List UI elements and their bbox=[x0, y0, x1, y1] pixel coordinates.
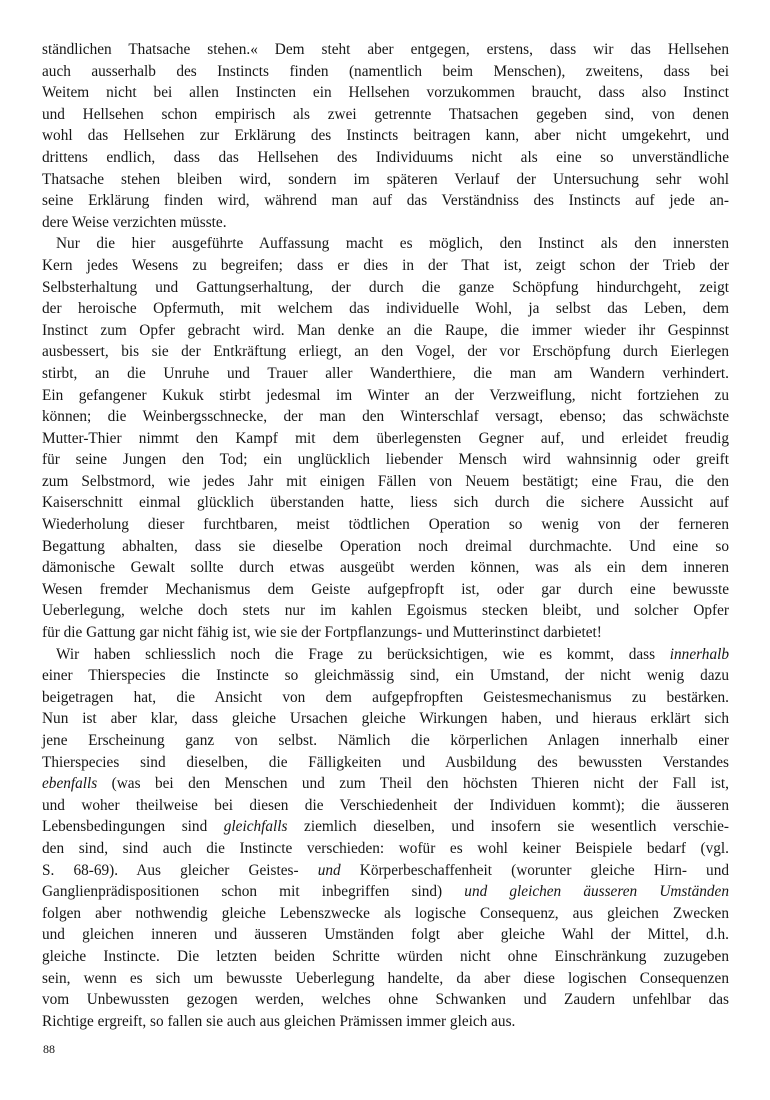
text-line bbox=[42, 212, 729, 234]
text-line bbox=[42, 104, 729, 126]
text-line bbox=[42, 968, 729, 990]
paragraph bbox=[42, 644, 729, 1033]
text-run: für seine Jungen den Tod; ein unglücklich liebender Mensch wird wahnsinnig oder greift bbox=[42, 451, 729, 469]
text-run: jene Erscheinung ganz von selbst. Nämlich die körperlichen Anlagen innerhalb einer bbox=[42, 732, 729, 749]
text-line bbox=[42, 125, 729, 147]
text-run: einer Thierspecies die Instincte so gleichmässig sind, ein Umstand, der nicht wenig dazu bbox=[42, 667, 729, 685]
text-line bbox=[42, 169, 729, 191]
text-run: Ganglienprädispositionen schon mit inbegriffen sind) bbox=[42, 883, 465, 901]
text-line bbox=[42, 406, 729, 428]
text-run: (was bei den Menschen und zum Theil den höchsten Thieren nicht der Fall ist, bbox=[97, 775, 729, 793]
text-run: beigetragen hat, die Ansicht von dem aufgepfropften Geistesmechanismus zu bestärken. bbox=[42, 688, 729, 706]
text-line bbox=[42, 233, 729, 255]
text-line bbox=[42, 600, 729, 622]
text-run: der heroische Opfermuth, mit welchem das individuelle Wohl, ja selbst das Leben, dem bbox=[42, 300, 729, 318]
text-run: Ein gefangener Kukuk stirbt jedesmal im Winter an der Verzweiflung, nicht fortziehen zu bbox=[42, 386, 729, 404]
text-line bbox=[42, 773, 729, 795]
text-line bbox=[42, 1011, 729, 1033]
text-line bbox=[42, 298, 729, 320]
text-run: für die Gattung gar nicht fähig ist, wie sie der Fortpflanzungs- und Mutterinstinct darbietet! bbox=[42, 624, 602, 642]
text-line bbox=[42, 82, 729, 104]
text-line bbox=[42, 428, 729, 450]
text-run: Körperbeschaffenheit (worunter gleiche Hirn- und bbox=[340, 861, 730, 879]
text-run: drittens endlich, dass das Hellsehen des Individuums nicht als eine so unverständliche bbox=[42, 148, 729, 166]
text-run: Ueberlegung, welche doch stets nur im kahlen Egoismus stecken bleibt, und solcher Opfer bbox=[42, 602, 729, 620]
text-run: gleichfalls bbox=[223, 818, 288, 836]
text-line bbox=[42, 881, 729, 903]
text-line bbox=[42, 514, 729, 536]
text-line bbox=[42, 708, 729, 730]
text-run: den sind, sind auch die Instincte verschieden: wofür es wohl keiner Beispiele bedarf (vgl. bbox=[42, 839, 729, 857]
text-line bbox=[42, 622, 729, 644]
text-run: Wesen fremder Mechanismus dem Geiste aufgepfropft ist, oder gar durch eine bewusste bbox=[42, 580, 729, 598]
text-run: Selbsterhaltung und Gattungserhaltung, der durch die ganze Schöpfung hindurchgeht, zeigt bbox=[42, 278, 729, 296]
text-line bbox=[42, 924, 729, 946]
text-line bbox=[42, 579, 729, 601]
text-line bbox=[42, 752, 729, 774]
text-run: Instinct zum Opfer gebracht wird. Man denke an die Raupe, die immer wieder ihr Gespinnst bbox=[42, 321, 729, 339]
text-line bbox=[42, 492, 729, 514]
text-line bbox=[42, 341, 729, 363]
text-run: seine Erklärung finden wird, während man auf das Verständniss des Instincts auf jede an- bbox=[42, 192, 729, 210]
text-line bbox=[42, 147, 729, 169]
text-run: Wir haben schliesslich noch die Frage zu berücksichtigen, wie es kommt, dass bbox=[56, 645, 670, 663]
text-line bbox=[42, 557, 729, 579]
text-line bbox=[42, 795, 729, 817]
paragraph bbox=[42, 233, 729, 643]
text-run: ziemlich dieselben, und insofern sie wesentlich verschie- bbox=[287, 818, 730, 836]
text-run: Richtige ergreift, so fallen sie auch aus gleichen Prämissen immer gleich aus. bbox=[42, 1012, 516, 1030]
text-line bbox=[42, 449, 729, 471]
text-run: zum Selbstmord, wie jedes Jahr mit einigen Fällen von Neuem bestätigt; eine Frau, die den bbox=[42, 472, 729, 490]
text-block bbox=[42, 39, 729, 1032]
text-run: ebenfalls bbox=[42, 775, 98, 793]
text-line bbox=[42, 903, 729, 925]
text-run: vom Unbewussten gezogen werden, welches ohne Schwanken und Zaudern unfehlbar das bbox=[42, 991, 729, 1009]
text-line bbox=[42, 320, 729, 342]
text-run: und bbox=[317, 861, 341, 879]
text-run: auch ausserhalb des Instincts finden (namentlich beim Menschen), zweitens, dass bei bbox=[42, 62, 729, 80]
text-run: und gleichen äusseren Umständen bbox=[464, 883, 729, 901]
text-run: dämonische Gewalt sollte durch etwas ausgeübt werden können, was als ein dem inneren bbox=[42, 559, 729, 577]
text-run: Weitem nicht bei allen Instincten ein Hellsehen vorzukommen braucht, dass also Instinct bbox=[42, 84, 729, 102]
text-line bbox=[42, 946, 729, 968]
text-run: dere Weise verzichten müsste. bbox=[42, 213, 227, 231]
text-run: gleiche Instincte. Die letzten beiden Schritte würden nicht ohne Einschränkung zuzugeben bbox=[42, 947, 729, 965]
text-run: wohl das Hellsehen zur Erklärung des Instincts beitragen kann, aber nicht umgekehrt, und bbox=[42, 127, 729, 145]
text-line bbox=[42, 471, 729, 493]
text-line bbox=[42, 860, 729, 882]
text-run: Nun ist aber klar, dass gleiche Ursachen gleiche Wirkungen haben, und hieraus erklärt sich bbox=[42, 710, 729, 728]
page-number: 88 bbox=[43, 1042, 55, 1056]
text-run: ausbessert, bis sie der Entkräftung erliegt, an den Vogel, der vor Erschöpfung durch Eierlegen bbox=[42, 343, 729, 361]
text-run: Nur die hier ausgeführte Auffassung macht es möglich, den Instinct als den innersten bbox=[56, 235, 729, 253]
text-line bbox=[42, 61, 729, 83]
text-line bbox=[42, 39, 729, 61]
text-line bbox=[42, 255, 729, 277]
text-line bbox=[42, 816, 729, 838]
text-run: sein, wenn es sich um bewusste Ueberlegung handelte, da aber diese logischen Consequenzen bbox=[42, 969, 729, 987]
text-line bbox=[42, 277, 729, 299]
text-line bbox=[42, 687, 729, 709]
text-line bbox=[42, 989, 729, 1011]
text-run: und gleichen inneren und äusseren Umständen folgt aber gleiche Wahl der Mittel, d.h. bbox=[42, 926, 729, 944]
text-line bbox=[42, 536, 729, 558]
text-run: Lebensbedingungen sind bbox=[42, 818, 224, 836]
text-line bbox=[42, 385, 729, 407]
text-line bbox=[42, 665, 729, 687]
text-run: stirbt, an die Unruhe und Trauer aller Wanderthiere, die man am Wandern verhindert. bbox=[42, 364, 729, 382]
text-run: Thatsache stehen bleiben wird, sondern im späteren Verlauf der Untersuchung sehr wohl bbox=[42, 170, 729, 188]
text-run: S. 68-69). Aus gleicher Geistes- bbox=[42, 861, 318, 879]
text-line bbox=[42, 838, 729, 860]
text-run: folgen aber nothwendig gleiche Lebenszwecke als logische Consequenz, aus gleichen Zwecken bbox=[42, 904, 729, 922]
text-line bbox=[42, 644, 729, 666]
text-run: und Hellsehen schon empirisch als zwei getrennte Thatsachen gegeben sind, von denen bbox=[42, 105, 729, 123]
text-line bbox=[42, 730, 729, 752]
text-line bbox=[42, 190, 729, 212]
text-run: Kaiserschnitt einmal glücklich überstanden hatte, liess sich durch die sichere Aussicht auf bbox=[42, 494, 729, 512]
text-run: innerhalb bbox=[669, 645, 729, 663]
paragraph bbox=[42, 39, 729, 233]
text-line bbox=[42, 363, 729, 385]
text-run: Wiederholung dieser furchtbaren, meist tödtlichen Operation so wenig von der ferneren bbox=[42, 516, 729, 534]
text-run: und woher theilweise bei diesen die Verschiedenheit der Individuen kommt); die äusseren bbox=[42, 796, 729, 814]
text-run: Thierspecies sind dieselben, die Fälligkeiten und Ausbildung des bewussten Verstandes bbox=[42, 753, 729, 771]
text-run: Kern jedes Wesens zu begreifen; dass er dies in der That ist, zeigt schon der Trieb der bbox=[42, 256, 729, 274]
text-run: ständlichen Thatsache stehen.« Dem steht aber entgegen, erstens, dass wir das Hellsehen bbox=[42, 41, 729, 58]
text-run: Mutter-Thier nimmt den Kampf mit dem überlegensten Gegner auf, und erleidet freudig bbox=[42, 429, 729, 447]
text-run: Begattung abhalten, dass sie dieselbe Operation noch dreimal durchmachte. Und eine so bbox=[42, 537, 729, 555]
text-run: können; die Weinbergsschnecke, der man den Winterschlaf versagt, ebenso; das schwächste bbox=[42, 408, 729, 426]
